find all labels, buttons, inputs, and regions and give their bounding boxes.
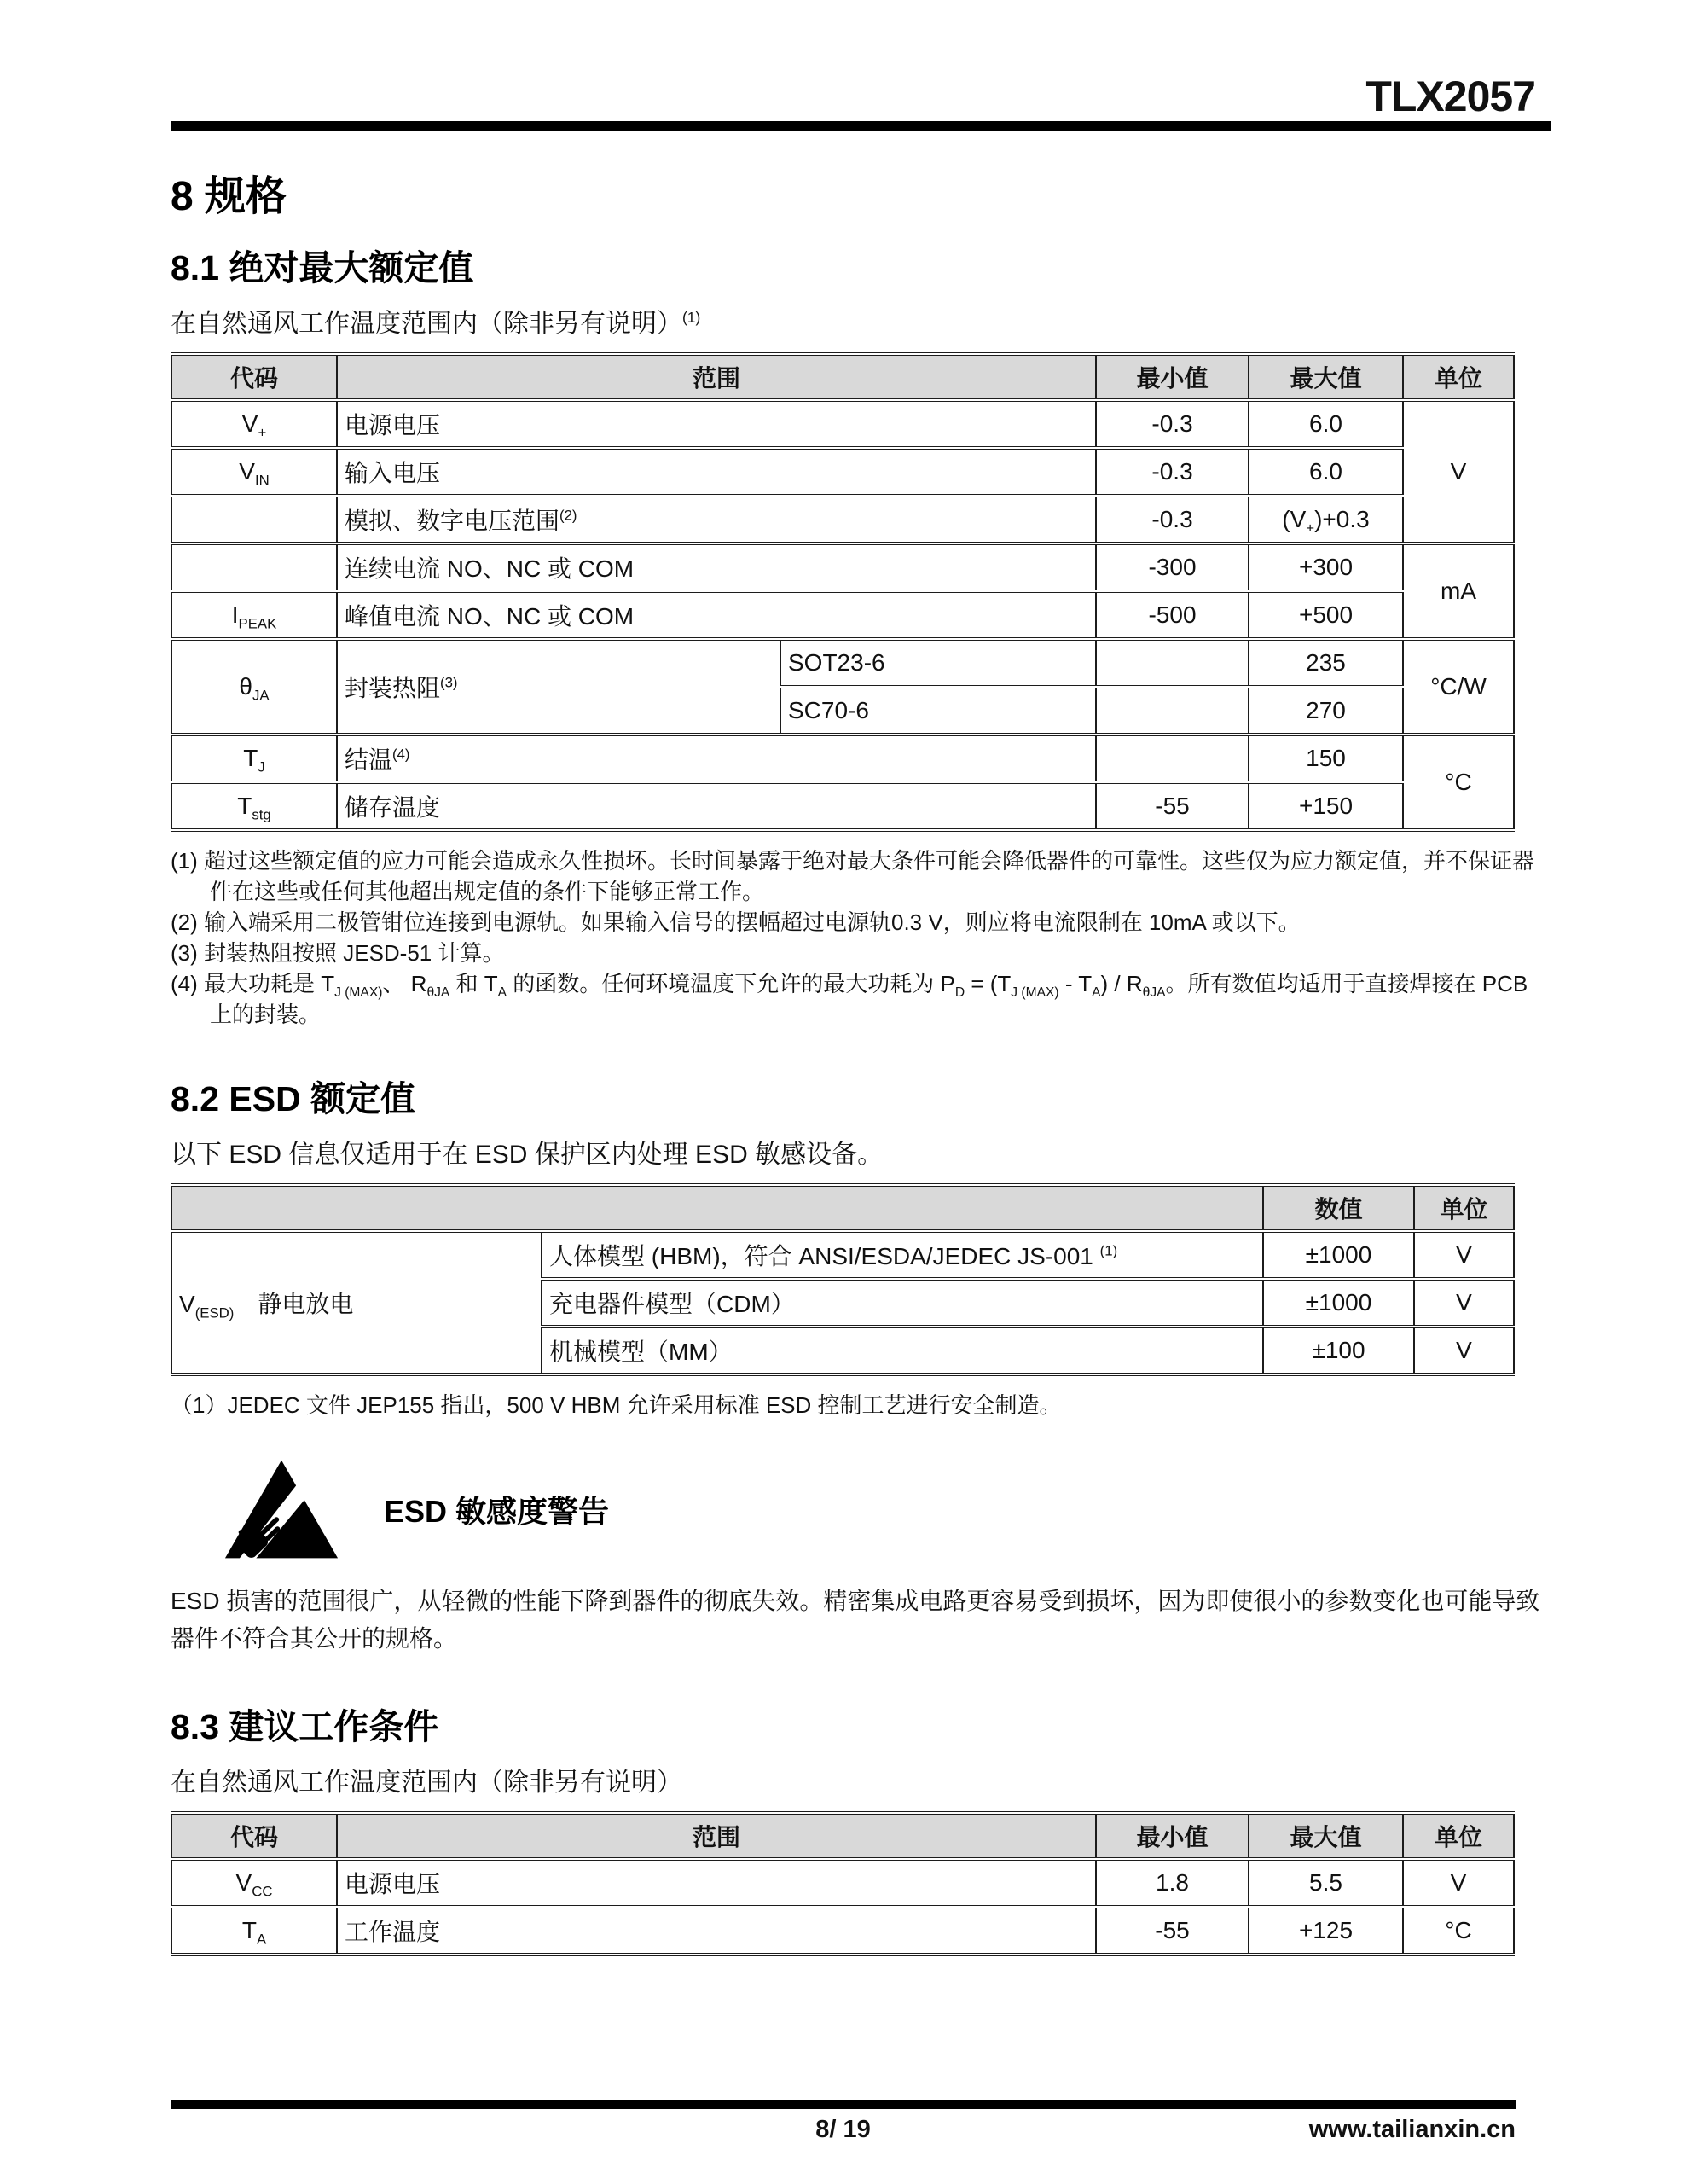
section-8-1-title: 8.1 绝对最大额定值 (171, 248, 474, 288)
cell-unit: V (1403, 1859, 1514, 1907)
col-header-min: 最小值 (1096, 354, 1249, 400)
cell-unit: V (1403, 400, 1514, 543)
cell-code: $T_A$ (171, 1907, 337, 1955)
cell-model: 充电器件模型（CDM） (542, 1279, 1263, 1327)
header-rule (171, 121, 1551, 131)
col-header-min: 最小值 (1096, 1813, 1249, 1859)
table-row (171, 782, 1514, 830)
cell-min: -0.3 (1096, 448, 1249, 496)
abs-max-table (171, 352, 1515, 832)
abs-max-intro: 在自然通风工作温度范围内（除非另有说明）$^{(1)}$ (171, 309, 701, 338)
footer-rule (171, 2100, 1516, 2109)
table-row (171, 735, 1514, 782)
page-number: 8/ 19 (815, 2116, 871, 2143)
doc-title: TLX2057 (1365, 73, 1535, 120)
cell-max: $(V_+)+0.3$ (1249, 496, 1403, 543)
col-header-max: 最大值 (1249, 354, 1403, 400)
cell-range: 电源电压 (337, 1859, 1096, 1907)
cell-unit: mA (1403, 543, 1514, 639)
col-header-unit: 单位 (1403, 1813, 1514, 1859)
cell-range: 连续电流 NO、NC 或 COM (337, 543, 1096, 591)
cell-code: $V_{(ESD)}$ 静电放电 (171, 1231, 542, 1374)
cell-model: 人体模型 (HBM)，符合 ANSI/ESDA/JEDEC JS-001 $^{(1)}$ (542, 1231, 1263, 1279)
roc-intro: 在自然通风工作温度范围内（除非另有说明） (171, 1769, 682, 1797)
cell-unit: V (1414, 1327, 1514, 1374)
col-header-blank (171, 1185, 1263, 1231)
cell-code: $V_{IN}$ (171, 448, 337, 496)
cell-code: $T_J$ (171, 735, 337, 782)
col-header-max: 最大值 (1249, 1813, 1403, 1859)
cell-range: 峰值电流 NO、NC 或 COM (337, 591, 1096, 639)
esd-warning-block (223, 1458, 1551, 1560)
cell-range: 模拟、数字电压范围$^{(2)}$ (337, 496, 1096, 543)
table-row (171, 591, 1514, 639)
cell-min (1096, 735, 1249, 782)
cell-code: $V_{CC}$ (171, 1859, 337, 1907)
esd-footnote: （1）JEDEC 文件 JEP155 指出，500 V HBM 允许采用标准 ESD 控制工艺进行安全制造。 (171, 1392, 1062, 1418)
footnote-3: (3) 封装热阻按照 JESD-51 计算。 (171, 940, 505, 966)
cell-min: 1.8 (1096, 1859, 1249, 1907)
col-header-range: 范围 (337, 354, 1096, 400)
esd-intro: 以下 ESD 信息仅适用于在 ESD 保护区内处理 ESD 敏感设备。 (171, 1141, 884, 1169)
section-8-title: 8 规格 (171, 174, 287, 219)
cell-range: 储存温度 (337, 782, 1096, 830)
esd-table (171, 1183, 1515, 1376)
cell-range: 结温$^{(4)}$ (337, 735, 1096, 782)
cell-min (1096, 687, 1249, 735)
table-row (171, 400, 1514, 448)
cell-package: SC70-6 (780, 687, 1096, 735)
cell-range: 电源电压 (337, 400, 1096, 448)
cell-max: 270 (1249, 687, 1403, 735)
cell-max: 150 (1249, 735, 1403, 782)
footnote-2: (2) 输入端采用二极管钳位连接到电源轨。如果输入信号的摆幅超过电源轨0.3 V，则应将电流限制在 10mA 或以下。 (171, 909, 1301, 935)
cell-code (171, 543, 337, 591)
cell-code: $T_{stg}$ (171, 782, 337, 830)
cell-min (1096, 639, 1249, 687)
esd-warning-text: ESD 损害的范围很广，从轻微的性能下降到器件的彻底失效。精密集成电路更容易受到损坏，因为即使很小的参数变化也可能导致器件不符合其公开的规格。 (171, 1588, 1540, 1652)
col-header-range: 范围 (337, 1813, 1096, 1859)
website-link: www.tailianxin.cn (1308, 2116, 1516, 2143)
cell-unit: °C (1403, 1907, 1514, 1955)
cell-max: 235 (1249, 639, 1403, 687)
col-header-unit: 单位 (1414, 1185, 1514, 1231)
table-row (171, 1859, 1514, 1907)
cell-min: -500 (1096, 591, 1249, 639)
section-8-2-title: 8.2 ESD 额定值 (171, 1079, 416, 1118)
page-footer (171, 2100, 1516, 2150)
cell-range: 输入电压 (337, 448, 1096, 496)
cell-unit: V (1414, 1231, 1514, 1279)
cell-package: SOT23-6 (780, 639, 1096, 687)
cell-range: 工作温度 (337, 1907, 1096, 1955)
cell-max: +125 (1249, 1907, 1403, 1955)
table-row (171, 496, 1514, 543)
cell-code: $I_{PEAK}$ (171, 591, 337, 639)
recommended-conditions-table (171, 1811, 1515, 1956)
cell-value: ±100 (1263, 1327, 1414, 1374)
table-row (171, 448, 1514, 496)
cell-min: -300 (1096, 543, 1249, 591)
col-header-value: 数值 (1263, 1185, 1414, 1231)
cell-min: -55 (1096, 782, 1249, 830)
col-header-code: 代码 (171, 354, 337, 400)
table-row (171, 1907, 1514, 1955)
cell-unit: °C/W (1403, 639, 1514, 735)
cell-unit: V (1414, 1279, 1514, 1327)
cell-max: 5.5 (1249, 1859, 1403, 1907)
cell-max: +500 (1249, 591, 1403, 639)
cell-max: +300 (1249, 543, 1403, 591)
table-row (171, 543, 1514, 591)
cell-range: 封装热阻$^{(3)}$ (337, 639, 780, 735)
cell-unit: °C (1403, 735, 1514, 830)
table-header-row (171, 354, 1514, 400)
page-header (171, 0, 1551, 131)
cell-max: +150 (1249, 782, 1403, 830)
footnote-1: (1) 超过这些额定值的应力可能会造成永久性损坏。长时间暴露于绝对最大条件可能会降低器件的可靠性。这些仅为应力额定值，并不保证器件在这些或任何其他超出规定值的条件下能够正常工作。 (171, 848, 1535, 904)
abs-max-footnotes (171, 845, 1551, 1030)
footnote-4: (4) 最大功耗是 $T_{J (MAX)}$、 $R_{\theta JA}$ 和 $T_A$ 的函数。任何环境温度下允许的最大功耗为 $P_D = (T_{J (MAX)} - T_A) / R_{\theta JA}$。所有数值均适用于直接焊接在 PCB 上的封装。 (171, 971, 1528, 1027)
cell-min: -55 (1096, 1907, 1249, 1955)
esd-warning-icon (223, 1458, 339, 1560)
table-header-row (171, 1185, 1514, 1231)
col-header-code: 代码 (171, 1813, 337, 1859)
cell-code (171, 496, 337, 543)
cell-code: $\theta_{JA}$ (171, 639, 337, 735)
table-row (171, 639, 1514, 687)
cell-model: 机械模型（MM） (542, 1327, 1263, 1374)
esd-warning-title: ESD 敏感度警告 (384, 1493, 610, 1529)
cell-code: $V_+$ (171, 400, 337, 448)
cell-value: ±1000 (1263, 1279, 1414, 1327)
cell-max: 6.0 (1249, 400, 1403, 448)
cell-min: -0.3 (1096, 400, 1249, 448)
table-row (171, 1231, 1514, 1279)
table-header-row (171, 1813, 1514, 1859)
cell-min: -0.3 (1096, 496, 1249, 543)
section-8-3-title: 8.3 建议工作条件 (171, 1707, 439, 1746)
col-header-unit: 单位 (1403, 354, 1514, 400)
cell-max: 6.0 (1249, 448, 1403, 496)
cell-value: ±1000 (1263, 1231, 1414, 1279)
